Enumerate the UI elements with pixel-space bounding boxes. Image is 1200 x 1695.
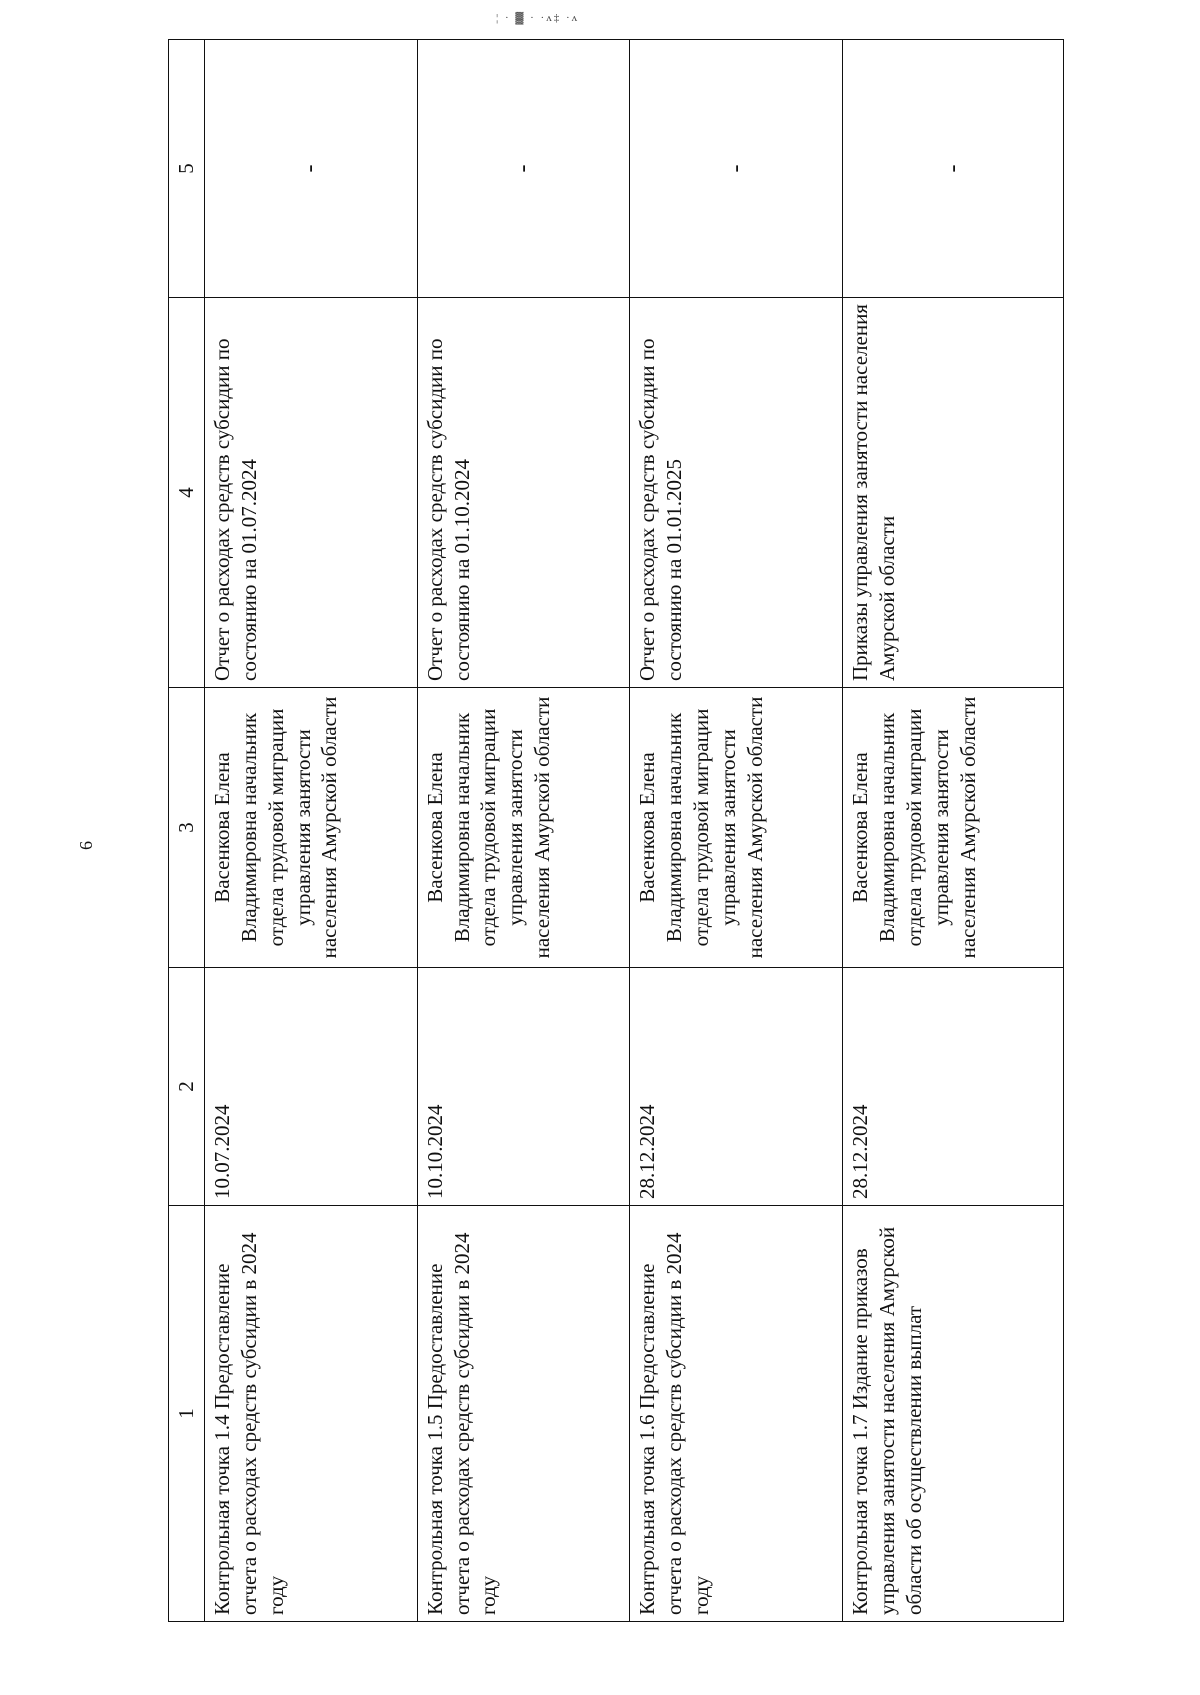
column-header: 4 — [169, 298, 205, 688]
column-header: 3 — [169, 688, 205, 968]
rotated-table-wrapper — [168, 40, 1064, 1622]
deadline-date: 28.12.2024 — [843, 968, 1064, 1206]
control-point-name: Контрольная точка 1.5 Предоставление отчета о расходах средств субсидии в 2024 году — [417, 1206, 630, 1622]
responsible-person: Васенкова Елена Владимировна начальник отдела трудовой миграции управления занятости населения Амурской области — [204, 688, 417, 968]
control-point-name: Контрольная точка 1.7 Издание приказов управления занятости населения Амурской области об осуществлении выплат — [843, 1206, 1064, 1622]
responsible-person: Васенкова Елена Владимировна начальник отдела трудовой миграции управления занятости населения Амурской области — [843, 688, 1064, 968]
control-points-table — [168, 39, 1064, 1622]
table-row — [630, 40, 843, 1622]
responsible-person: Васенкова Елена Владимировна начальник отдела трудовой миграции управления занятости населения Амурской области — [417, 688, 630, 968]
confirming-document: Отчет о расходах средств субсидии по состоянию на 01.10.2024 — [417, 298, 630, 688]
note-cell: - — [630, 40, 843, 298]
note-cell: - — [417, 40, 630, 298]
table-row — [204, 40, 417, 1622]
confirming-document: Отчет о расходах средств субсидии по состоянию на 01.01.2025 — [630, 298, 843, 688]
table-row — [843, 40, 1064, 1622]
table-row — [417, 40, 630, 1622]
scan-artifact: ¦ · ▓ · ·ʌ‡ ·ʌ — [496, 12, 580, 24]
confirming-document: Приказы управления занятости населения Амурской области — [843, 298, 1064, 688]
column-header: 2 — [169, 968, 205, 1206]
deadline-date: 28.12.2024 — [630, 968, 843, 1206]
confirming-document: Отчет о расходах средств субсидии по состоянию на 01.07.2024 — [204, 298, 417, 688]
deadline-date: 10.10.2024 — [417, 968, 630, 1206]
control-point-name: Контрольная точка 1.4 Предоставление отчета о расходах средств субсидии в 2024 году — [204, 1206, 417, 1622]
table-header-row — [169, 40, 205, 1622]
note-cell: - — [843, 40, 1064, 298]
column-header: 5 — [169, 40, 205, 298]
page-number: 6 — [76, 841, 96, 850]
column-header: 1 — [169, 1206, 205, 1622]
deadline-date: 10.07.2024 — [204, 968, 417, 1206]
note-cell: - — [204, 40, 417, 298]
responsible-person: Васенкова Елена Владимировна начальник отдела трудовой миграции управления занятости населения Амурской области — [630, 688, 843, 968]
control-point-name: Контрольная точка 1.6 Предоставление отчета о расходах средств субсидии в 2024 году — [630, 1206, 843, 1622]
